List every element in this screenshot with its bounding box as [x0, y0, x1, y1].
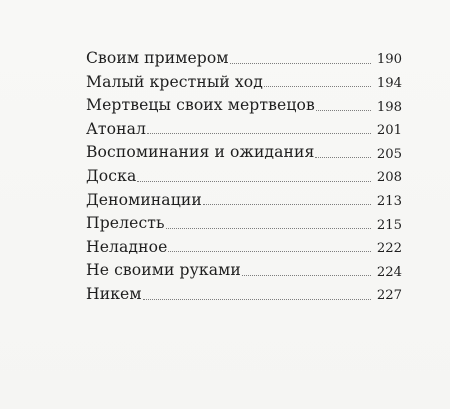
- toc-entry-page-number: 224: [376, 264, 402, 280]
- toc-entry-title: Своим примером: [86, 49, 229, 67]
- dot-leader: [316, 109, 371, 111]
- toc-entry-page-number: 198: [376, 99, 402, 115]
- toc-entry-title: Атонал: [86, 119, 147, 138]
- toc-entry: [86, 137, 402, 161]
- toc-entry: [86, 255, 402, 279]
- dot-leader: [143, 298, 371, 300]
- toc-entry-title: Прелесть: [86, 214, 165, 233]
- toc-entry-page-number: 205: [376, 146, 402, 162]
- table-of-contents: [86, 43, 402, 303]
- toc-entry: [86, 161, 402, 185]
- toc-entry: [86, 90, 402, 114]
- dot-leader: [203, 203, 371, 205]
- dot-leader: [137, 180, 370, 182]
- toc-entry: [86, 67, 402, 91]
- toc-entry-title: Доска: [86, 166, 137, 185]
- toc-entry-title: Не своими руками: [86, 261, 241, 280]
- toc-entry: [86, 232, 402, 256]
- dot-leader: [147, 132, 371, 134]
- toc-entry: [86, 114, 402, 138]
- toc-entry-title: Деноминации: [86, 190, 202, 209]
- toc-entry-title: Мертвецы своих мертвецов: [86, 96, 315, 115]
- toc-entry: [86, 185, 402, 209]
- toc-entry: [86, 279, 402, 303]
- toc-entry-title: Малый крестный ход: [86, 72, 263, 91]
- toc-entry: [86, 208, 402, 232]
- dot-leader: [315, 156, 370, 158]
- dot-leader: [230, 62, 371, 64]
- toc-entry-page-number: 201: [376, 123, 402, 139]
- toc-entry-page-number: 194: [376, 75, 402, 91]
- toc-entry: [86, 43, 402, 67]
- dot-leader: [264, 85, 371, 87]
- toc-entry-page-number: 227: [376, 288, 402, 304]
- dot-leader: [166, 227, 371, 229]
- toc-entry-page-number: 208: [376, 170, 402, 186]
- toc-entry-page-number: 215: [376, 217, 402, 233]
- toc-entry-page-number: 190: [376, 52, 402, 68]
- dot-leader: [168, 250, 370, 252]
- toc-entry-page-number: 213: [376, 193, 402, 209]
- toc-entry-title: Никем: [86, 284, 142, 303]
- toc-entry-title: Воспоминания и ожидания: [86, 143, 315, 162]
- toc-entry-page-number: 222: [376, 241, 402, 257]
- toc-entry-title: Неладное: [86, 237, 168, 256]
- dot-leader: [242, 274, 371, 276]
